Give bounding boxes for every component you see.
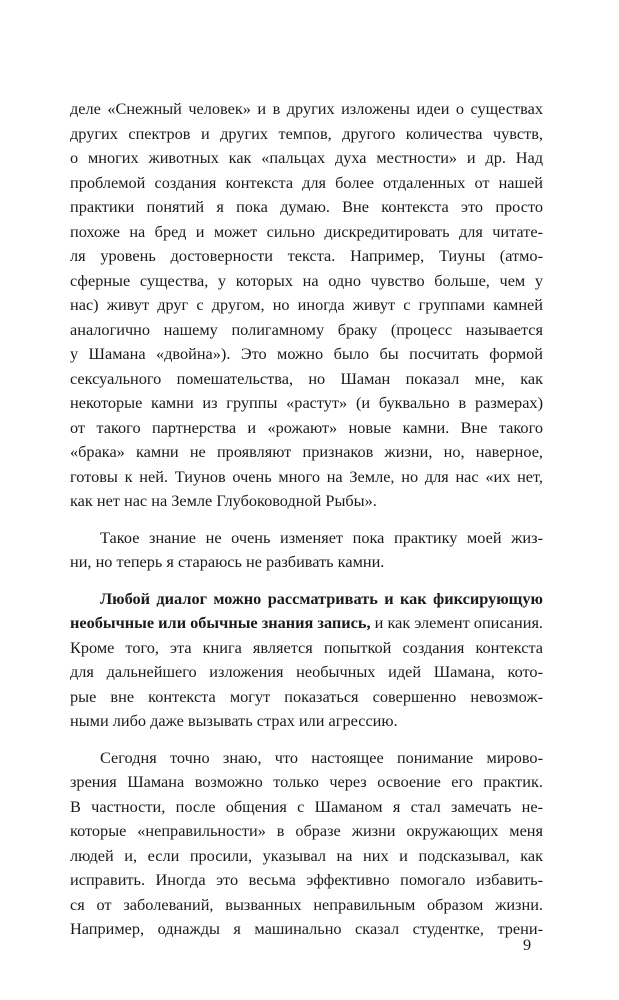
text-line: о многих животных как «пальцах духа местности» и др. Над bbox=[70, 148, 543, 167]
text-line: людей и, если просили, указывал на них и подсказывал, как bbox=[70, 845, 543, 865]
text-line: сферные существа, у которых на одно чувство больше, чем у bbox=[70, 270, 543, 290]
text-line: ля уровень достоверности текста. Например, Тиуны (атмо- bbox=[70, 246, 543, 265]
text-line: практики понятий я пока думаю. Вне контекста это просто bbox=[70, 197, 543, 216]
text-line: Например, однажды я машинально сказал студентке, трени- bbox=[70, 919, 543, 938]
paragraph-4 bbox=[70, 746, 543, 942]
text-line: других спектров и других темпов, другого количества чувств, bbox=[70, 123, 543, 143]
text-line: Такое знание не очень изменяет пока практику моей жиз- bbox=[100, 527, 543, 547]
text-line: зрения Шамана возможно только через освоение его практик. bbox=[70, 772, 543, 791]
text-line: от такого партнерства и «рожают» новые камни. Вне такого bbox=[70, 417, 543, 437]
paragraph-2 bbox=[70, 526, 543, 575]
text-run: и как элемент описания. bbox=[370, 613, 544, 632]
bold-lead-continued: необычные или обычные знания запись, bbox=[70, 613, 371, 632]
page-body bbox=[70, 97, 543, 942]
page-number: 9 bbox=[523, 935, 532, 954]
text-line: готовы к ней. Тиунов очень много на Земле, но для нас «их нет, bbox=[70, 466, 543, 486]
text-line: Кроме того, эта книга является попыткой создания контекста bbox=[70, 637, 543, 657]
text-line: «брака» камни не проявляют признаков жизни, но, наверное, bbox=[70, 442, 543, 461]
text-line: для дальнейшего изложения необычных идей Шамана, кото- bbox=[70, 662, 543, 681]
text-line: как нет нас на Земле Глубоководной Рыбы». bbox=[70, 491, 377, 510]
bold-lead: Любой диалог можно рассматривать и как фиксирующую bbox=[100, 588, 543, 608]
text-line: Сегодня точно знаю, что настоящее понимание мирово- bbox=[100, 747, 543, 767]
text-line: проблемой создания контекста для более отдаленных от нашей bbox=[70, 172, 543, 192]
text-line: нас) живут друг с другом, но иногда живут с группами камней bbox=[70, 295, 543, 314]
text-line: ни, но теперь я стараюсь не разбивать камни. bbox=[70, 552, 385, 571]
text-line: ся от заболеваний, вызванных неправильным образом жизни. bbox=[70, 894, 543, 914]
text-line: некоторые камни из группы «растут» (и буквально в размерах) bbox=[70, 393, 543, 412]
text-line bbox=[70, 587, 543, 612]
text-line: деле «Снежный человек» и в других изложены идеи о существах bbox=[70, 99, 543, 118]
text-line: которые «неправильности» в образе жизни окружающих меня bbox=[70, 821, 543, 840]
text-line: сексуального помешательства, но Шаман показал мне, как bbox=[70, 368, 543, 388]
text-line: похоже на бред и может сильно дискредитировать для читате- bbox=[70, 221, 543, 241]
paragraph-3 bbox=[70, 587, 543, 734]
text-line: В частности, после общения с Шаманом я стал замечать не- bbox=[70, 796, 543, 816]
text-line: исправить. Иногда это весьма эффективно помогало избавить- bbox=[70, 870, 543, 889]
text-line: у Шамана «двойна»). Это можно было бы посчитать формой bbox=[70, 344, 543, 363]
text-line: рые вне контекста могут показаться совершенно невозмож- bbox=[70, 686, 543, 706]
text-line: аналогично нашему полигамному браку (процесс называется bbox=[70, 319, 543, 339]
paragraph-1 bbox=[70, 97, 543, 514]
text-line bbox=[70, 611, 543, 636]
text-line: ными либо даже вызывать страх или агрессию. bbox=[70, 711, 398, 730]
